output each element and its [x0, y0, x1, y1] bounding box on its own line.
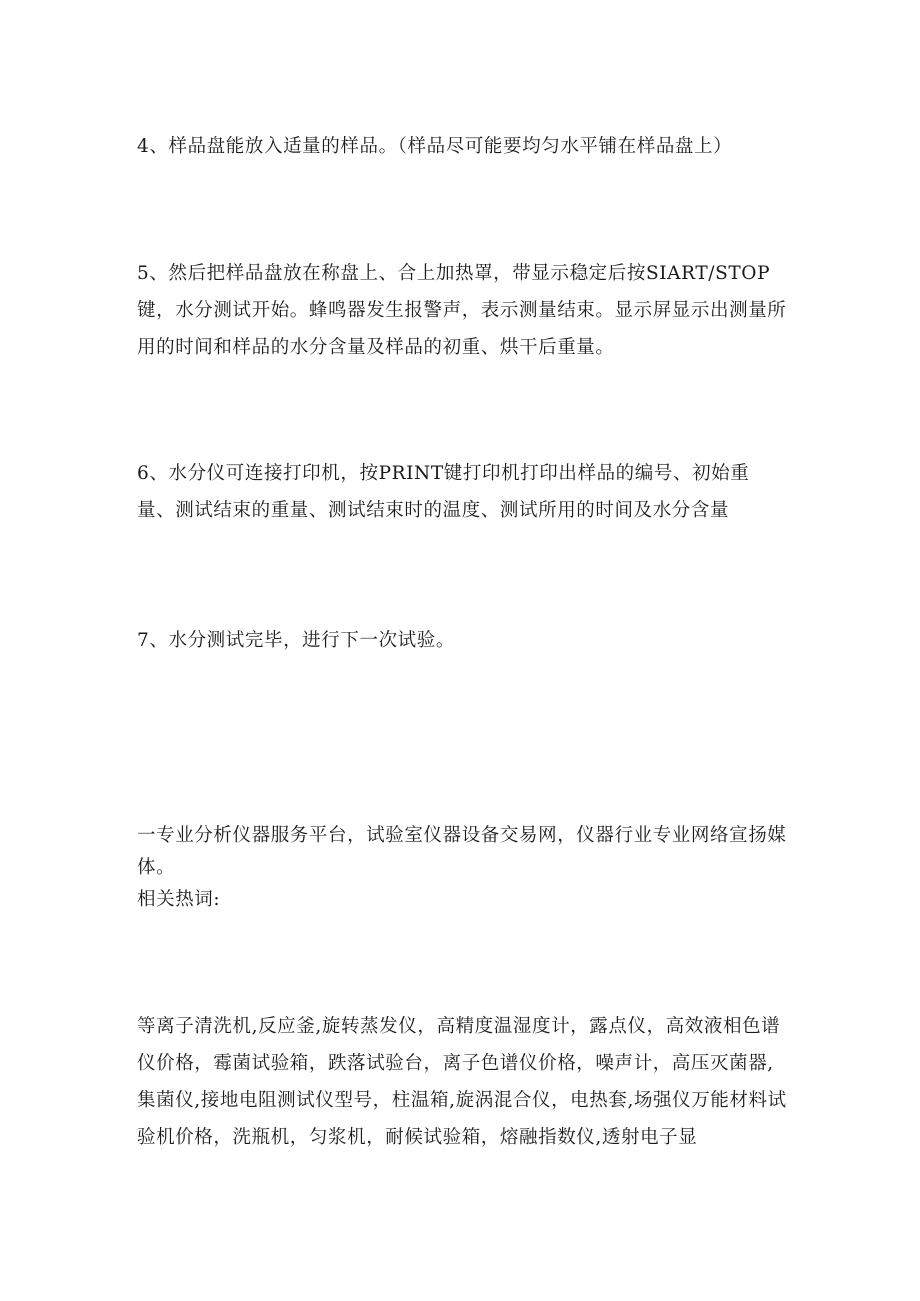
platform-intro-paragraph: 一专业分析仪器服务平台，试验室仪器设备交易网，仪器行业专业网络宣扬媒体。	[137, 825, 787, 878]
step-6-paragraph: 6、水分仪可连接打印机，按PRINT键打印机打印出样品的编号、初始重量、测试结束的重量、测试结束时的温度、测试所用的时间及水分含量	[137, 463, 750, 521]
step-5-paragraph: 5、然后把样品盘放在称盘上、合上加热罩，带显示稳定后按SIART/STOP键，水分测试开始。蜂鸣器发生报警声，表示测量结束。显示屏显示出测量所用的时间和样品的水分含量及样品的初重、烘干后重量。	[137, 263, 787, 358]
step-7-paragraph: 7、水分测试完毕，进行下一次试验。	[137, 630, 455, 651]
step-4-paragraph: 4、样品盘能放入适量的样品。（样品尽可能要均匀水平铺在样品盘上）	[137, 136, 733, 157]
keywords-paragraph: 等离子清洗机,反应釜,旋转蒸发仪，高精度温湿度计，露点仪，高效液相色谱仪价格，霉菌试验箱，跌落试验台，离子色谱仪价格，噪声计，高压灭菌器,集菌仪,接地电阻测试仪型号，柱温箱,旋涡混合仪，电热套,场强仪万能材料试验机价格，洗瓶机，匀浆机，耐候试验箱，熔融指数仪,透射电子显	[137, 1016, 787, 1148]
hot-words-label: 相关热词:	[137, 889, 221, 910]
